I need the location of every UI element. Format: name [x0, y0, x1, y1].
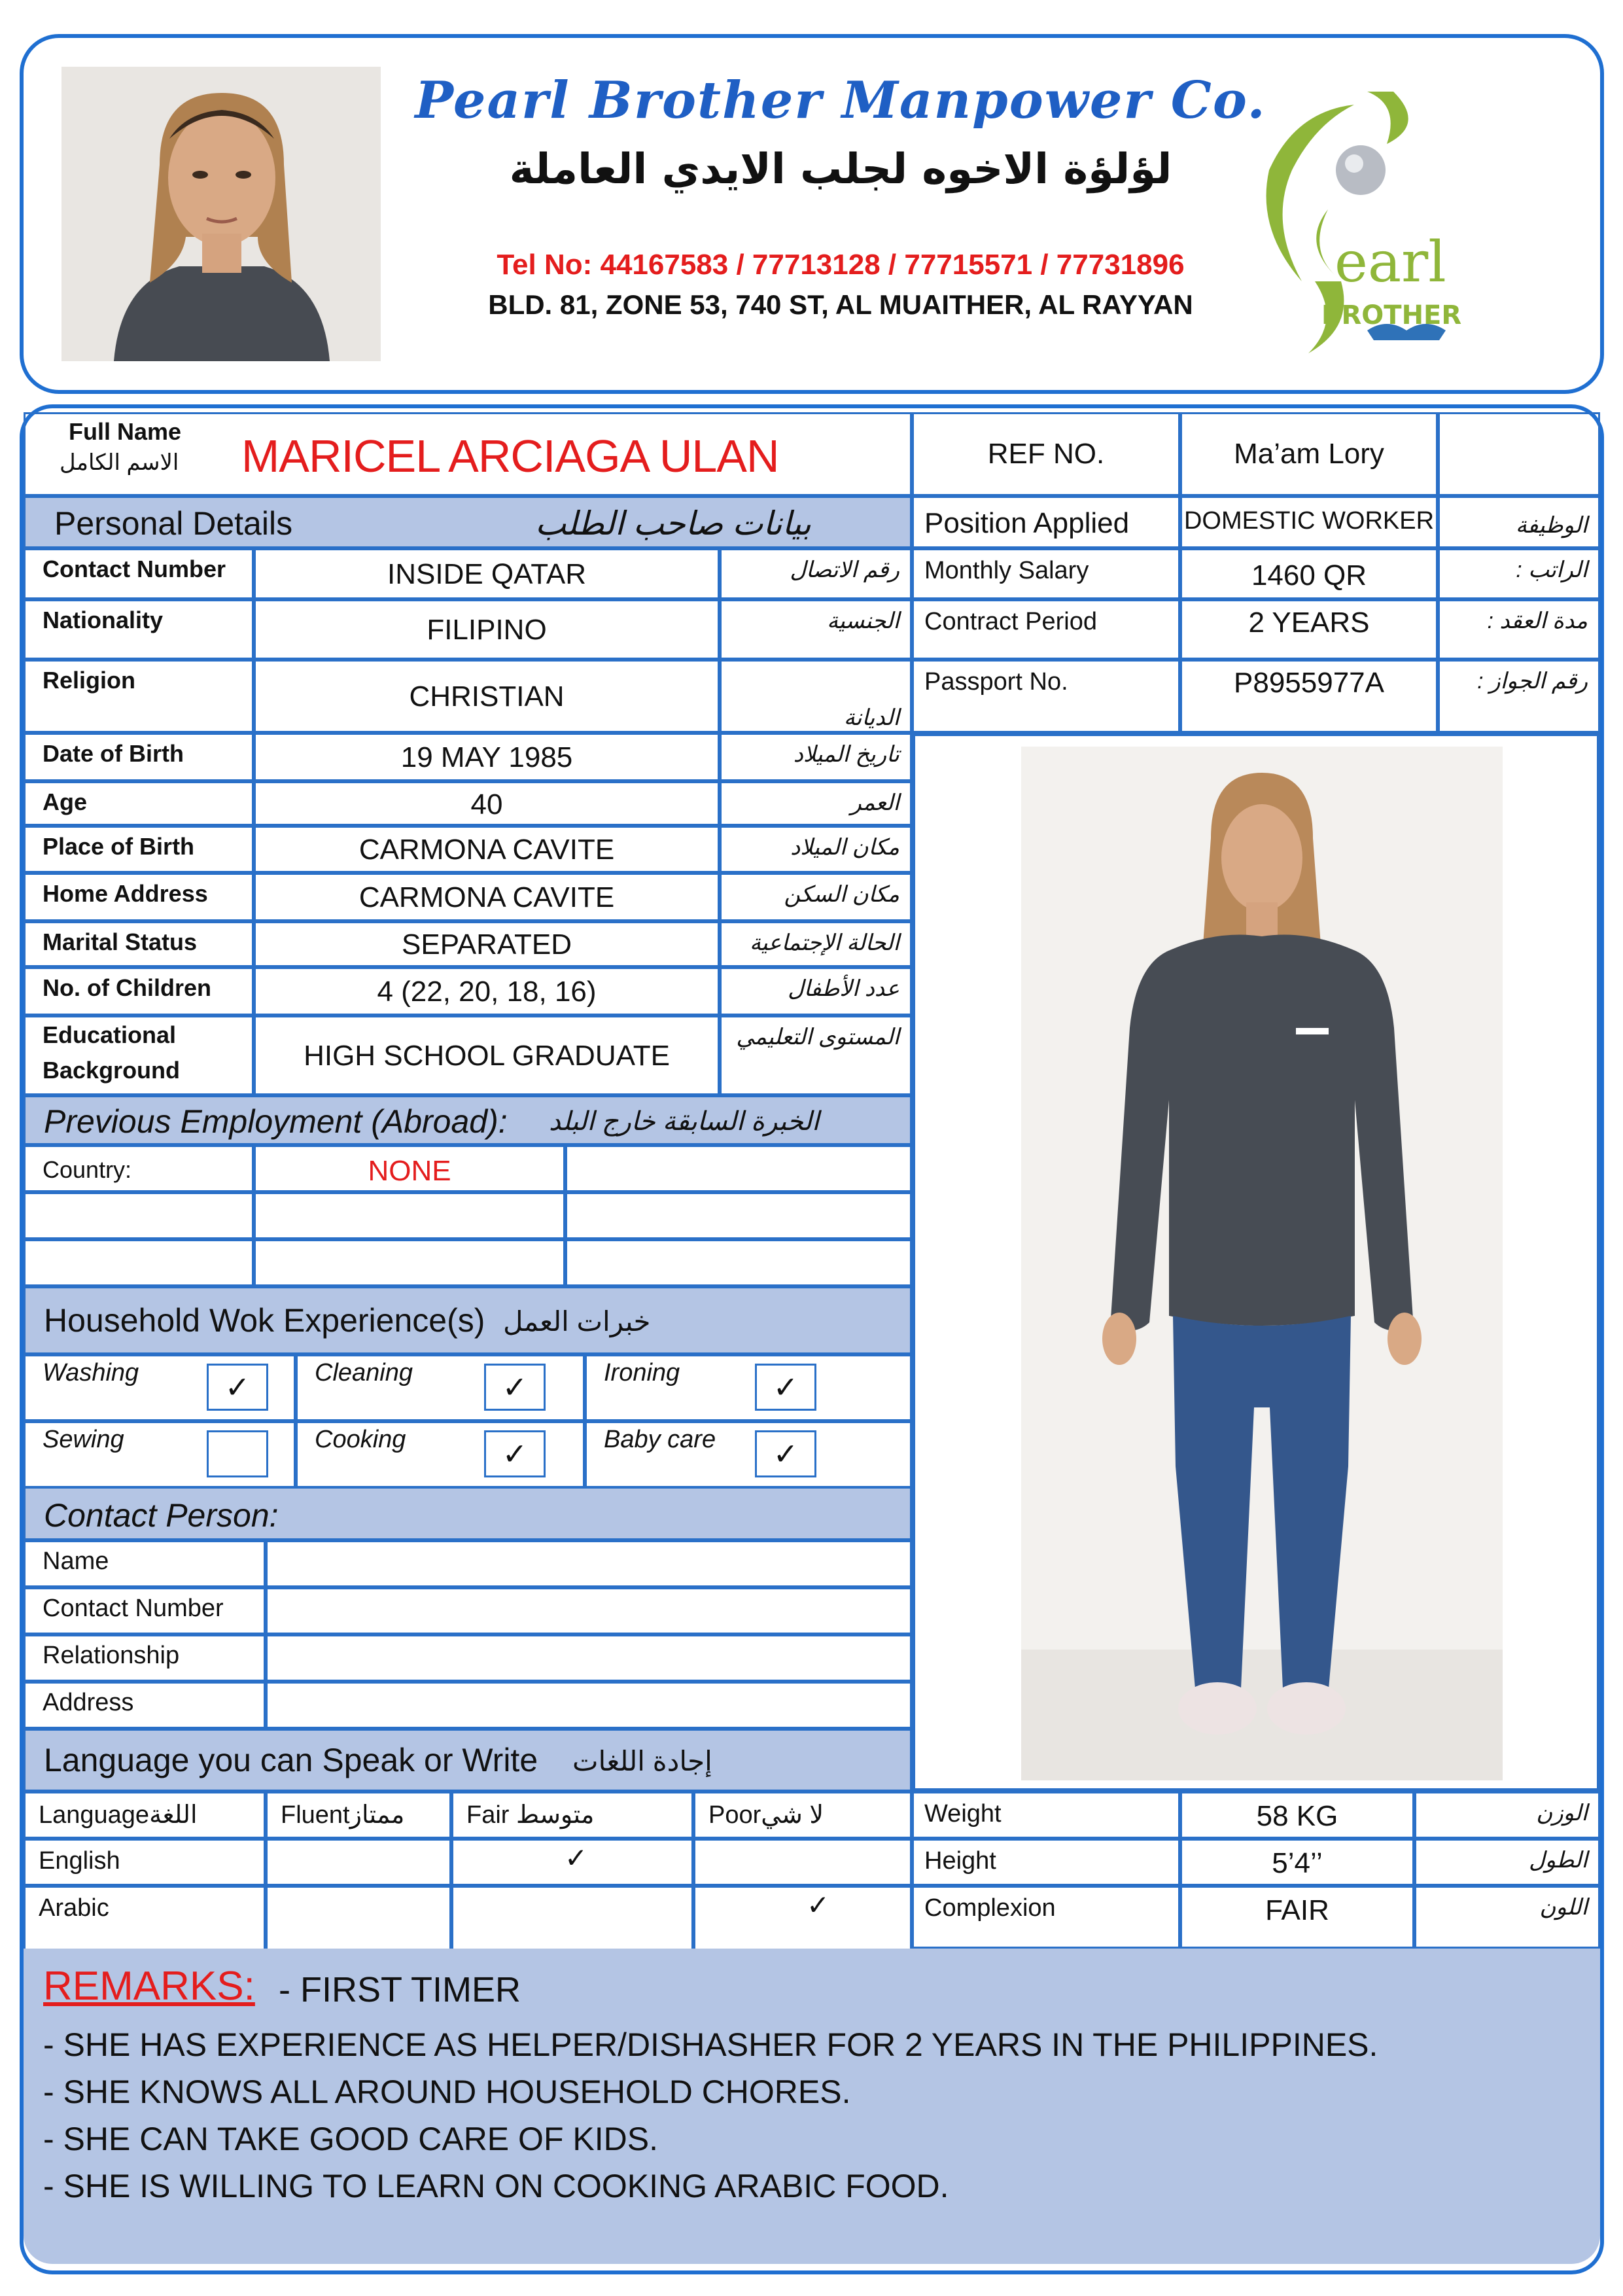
language-title: Language you can Speak or Write	[44, 1742, 538, 1778]
detail-label-cell	[24, 826, 254, 873]
company-name: Pearl Brother Manpower Co.	[415, 71, 1266, 130]
employment-country-value-cell	[254, 1145, 565, 1192]
detail-label: Background	[43, 1057, 181, 1084]
physical-label: Complexion	[924, 1894, 1056, 1922]
passport-value-cell	[1180, 660, 1438, 733]
language-column-header: Languageاللغة	[39, 1801, 198, 1829]
detail-arabic-label: العمر	[850, 790, 899, 815]
logo-text-brother: BROTHER	[1321, 300, 1462, 330]
contact-field-label: Relationship	[43, 1642, 180, 1669]
detail-label: No. of Children	[43, 974, 211, 1001]
remark-line: - SHE HAS EXPERIENCE AS HELPER/DISHASHER FOR 2 YEARS IN THE PHILIPPINES.	[43, 2026, 1378, 2063]
detail-value-cell	[254, 733, 720, 781]
detail-value-cell	[254, 781, 720, 826]
employment-country-label: Country:	[43, 1156, 132, 1183]
employment-blank	[24, 1192, 254, 1239]
detail-value: HIGH SCHOOL GRADUATE	[304, 1040, 670, 1072]
detail-arabic-label: الجنسية	[827, 609, 899, 633]
position-applied-label: Position Applied	[924, 507, 1130, 539]
contact-field-label-cell	[24, 1540, 266, 1587]
physical-arabic-label: اللون	[1539, 1895, 1588, 1920]
salary-value-cell	[1180, 548, 1438, 599]
contact-field-label: Name	[43, 1547, 109, 1575]
passport-value: P8955977A	[1234, 667, 1384, 699]
detail-label-cell	[24, 660, 254, 733]
detail-label-cell	[24, 548, 254, 599]
detail-label-cell	[24, 733, 254, 781]
passport-arabic: رقم الجواز :	[1477, 669, 1588, 694]
detail-value-cell	[254, 873, 720, 921]
passport-label: Passport No.	[924, 668, 1068, 696]
remark-line: - SHE CAN TAKE GOOD CARE OF KIDS.	[43, 2121, 658, 2157]
detail-label: Age	[43, 788, 88, 815]
passport-label-cell	[912, 660, 1180, 733]
full-name-cell	[24, 412, 912, 496]
household-experience-header	[24, 1286, 912, 1354]
contact-field-value[interactable]	[266, 1587, 912, 1634]
detail-arabic-cell	[720, 660, 912, 733]
ref-value-cell	[1180, 412, 1438, 496]
contact-field-label-cell	[24, 1682, 266, 1729]
remark-line: - SHE KNOWS ALL AROUND HOUSEHOLD CHORES.	[43, 2074, 851, 2110]
language-header-cell	[693, 1792, 912, 1839]
detail-arabic-cell	[720, 921, 912, 967]
detail-value-cell	[254, 599, 720, 660]
detail-label: Contact Number	[43, 556, 226, 582]
detail-label-cell	[24, 921, 254, 967]
detail-value-cell	[254, 826, 720, 873]
portrait-photo	[61, 67, 381, 361]
contract-arabic: مدة العقد :	[1487, 609, 1588, 633]
employment-blank	[254, 1192, 565, 1239]
position-applied-label-cell	[912, 496, 1180, 548]
contract-arabic-cell	[1438, 599, 1600, 660]
detail-value-cell	[254, 921, 720, 967]
language-header-cell	[451, 1792, 693, 1839]
detail-value-cell	[254, 548, 720, 599]
language-cell	[693, 1886, 912, 1954]
detail-arabic-label: رقم الاتصال	[790, 557, 899, 582]
detail-value: FILIPINO	[427, 614, 547, 646]
physical-arabic-cell	[1414, 1886, 1600, 1949]
detail-arabic-cell	[720, 873, 912, 921]
skill-name: Ironing	[604, 1359, 680, 1386]
detail-arabic-label: مكان الميلاد	[790, 835, 899, 860]
physical-value-cell	[1180, 1839, 1414, 1886]
language-cell	[24, 1886, 266, 1954]
language-column-header: Poorلا شي	[708, 1801, 824, 1829]
detail-arabic-label: الحالة الإجتماعية	[749, 930, 899, 955]
detail-arabic-cell	[720, 967, 912, 1016]
physical-arabic-cell	[1414, 1839, 1600, 1886]
salary-label-cell	[912, 548, 1180, 599]
detail-arabic-label: الديانة	[843, 705, 899, 730]
contract-label-cell	[912, 599, 1180, 660]
detail-value: INSIDE QATAR	[387, 558, 586, 590]
household-experience-title-arabic: خبرات العمل	[503, 1306, 651, 1337]
language-header-cell	[24, 1792, 266, 1839]
remarks-title: REMARKS:	[43, 1964, 255, 2009]
language-cell	[693, 1839, 912, 1886]
detail-arabic-label: المستوى التعليمي	[736, 1025, 899, 1050]
company-name-arabic: لؤلؤة الاخوه لجلب الايدي العاملة	[509, 145, 1172, 194]
contact-field-value[interactable]	[266, 1634, 912, 1682]
detail-arabic-label: مكان السكن	[784, 882, 899, 907]
language-column-header: Fair متوسط	[466, 1801, 595, 1829]
company-address: BLD. 81, ZONE 53, 740 ST, AL MUAITHER, AL RAYYAN	[488, 289, 1193, 320]
language-cell	[451, 1886, 693, 1954]
salary-arabic: الراتب :	[1516, 557, 1588, 582]
position-applied-arabic: الوظيفة	[1515, 513, 1588, 538]
contract-label: Contract Period	[924, 608, 1098, 635]
detail-label: Date of Birth	[43, 740, 184, 767]
full-body-photo-frame	[912, 733, 1600, 1792]
language-level-check: ✓	[565, 1843, 588, 1873]
position-applied-arabic-cell	[1438, 496, 1600, 548]
skill-checkbox[interactable]	[207, 1430, 268, 1477]
employment-blank	[24, 1239, 254, 1286]
skill-checkbox[interactable]: ✓	[755, 1364, 816, 1411]
detail-label: Religion	[43, 667, 135, 694]
detail-value: CARMONA CAVITE	[358, 881, 615, 913]
language-header-cell	[266, 1792, 451, 1839]
full-name-label-arabic: الاسم الكامل	[60, 450, 179, 475]
position-applied-value: DOMESTIC WORKER	[1183, 507, 1435, 535]
detail-value-cell	[254, 660, 720, 733]
skill-name: Baby care	[604, 1426, 716, 1453]
detail-label-cell	[24, 1016, 254, 1095]
detail-arabic-cell	[720, 548, 912, 599]
physical-value-cell	[1180, 1886, 1414, 1949]
detail-label: Nationality	[43, 607, 164, 633]
language-cell	[24, 1839, 266, 1886]
employment-country-label-cell	[24, 1145, 254, 1192]
language-column-header: Fluentممتاز	[281, 1801, 405, 1829]
employment-blank	[565, 1192, 912, 1239]
ref-label: REF NO.	[987, 438, 1105, 470]
detail-arabic-label: عدد الأطفال	[788, 976, 899, 1001]
detail-arabic-cell	[720, 826, 912, 873]
contract-value-cell	[1180, 599, 1438, 660]
detail-label-cell	[24, 967, 254, 1016]
detail-arabic-cell	[720, 599, 912, 660]
salary-arabic-cell	[1438, 548, 1600, 599]
detail-label: Place of Birth	[43, 833, 195, 860]
ref-label-cell	[912, 412, 1180, 496]
skill-name: Sewing	[43, 1426, 124, 1453]
skill-checkbox[interactable]: ✓	[484, 1430, 546, 1477]
skill-cell	[585, 1354, 912, 1421]
detail-label: Marital Status	[43, 928, 198, 955]
logo-text-pearl: earl	[1335, 230, 1446, 295]
contact-person-header	[24, 1487, 912, 1540]
detail-arabic-cell	[720, 781, 912, 826]
employment-blank	[565, 1239, 912, 1286]
physical-label: Weight	[924, 1800, 1002, 1828]
household-experience-title: Household Wok Experience(s)	[44, 1302, 485, 1339]
physical-value: 58 KG	[1256, 1800, 1338, 1832]
physical-label-cell	[912, 1839, 1180, 1886]
previous-employment-title-arabic: الخبرة السابقة خارج البلد	[549, 1107, 820, 1136]
physical-arabic-cell	[1414, 1792, 1600, 1839]
detail-arabic-label: تاريخ الميلاد	[793, 742, 899, 767]
language-level-check: ✓	[807, 1890, 830, 1920]
employment-blank	[565, 1145, 912, 1192]
personal-details-header	[24, 496, 912, 548]
employment-blank	[254, 1239, 565, 1286]
detail-label-cell	[24, 781, 254, 826]
physical-value: FAIR	[1265, 1894, 1329, 1926]
passport-arabic-cell	[1438, 660, 1600, 733]
language-cell	[451, 1839, 693, 1886]
detail-arabic-cell	[720, 1016, 912, 1095]
salary-label: Monthly Salary	[924, 557, 1089, 584]
contact-field-label-cell	[24, 1634, 266, 1682]
detail-value: CHRISTIAN	[409, 680, 565, 713]
language-cell	[266, 1839, 451, 1886]
skill-checkbox[interactable]: ✓	[207, 1364, 268, 1411]
detail-value-cell	[254, 1016, 720, 1095]
remarks-section	[24, 1949, 1600, 2264]
full-name-label: Full Name	[69, 418, 182, 445]
company-logo	[1230, 65, 1531, 360]
skill-name: Washing	[43, 1359, 139, 1386]
detail-arabic-cell	[720, 733, 912, 781]
detail-value: 4 (22, 20, 18, 16)	[377, 976, 597, 1008]
previous-employment-header	[24, 1095, 912, 1145]
contact-field-label: Address	[43, 1689, 134, 1716]
language-header	[24, 1729, 912, 1792]
skill-cell	[585, 1421, 912, 1488]
ref-value: Ma’am Lory	[1234, 438, 1384, 470]
language-name: English	[39, 1847, 120, 1875]
remark-line: - SHE IS WILLING TO LEARN ON COOKING ARABIC FOOD.	[43, 2168, 949, 2204]
physical-value: 5’4’’	[1272, 1847, 1323, 1879]
detail-value: SEPARATED	[402, 928, 572, 961]
contact-field-value[interactable]	[266, 1682, 912, 1729]
detail-value: 19 MAY 1985	[400, 741, 573, 773]
detail-label-cell	[24, 599, 254, 660]
contact-person-title: Contact Person:	[44, 1497, 279, 1534]
personal-details-title: Personal Details	[54, 505, 293, 542]
language-cell	[266, 1886, 451, 1954]
position-applied-value-cell	[1180, 496, 1438, 548]
full-body-photo	[1021, 747, 1503, 1780]
remarks-first-timer: - FIRST TIMER	[279, 1970, 521, 2009]
physical-value-cell	[1180, 1792, 1414, 1839]
employment-country-value: NONE	[368, 1155, 451, 1187]
language-name: Arabic	[39, 1894, 109, 1922]
skill-name: Cleaning	[315, 1359, 413, 1386]
detail-label: Home Address	[43, 880, 208, 907]
physical-label: Height	[924, 1847, 996, 1875]
skill-checkbox[interactable]: ✓	[755, 1430, 816, 1477]
applicant-name: MARICEL ARCIAGA ULAN	[241, 431, 779, 482]
detail-value: CARMONA CAVITE	[358, 834, 615, 866]
physical-label-cell	[912, 1886, 1180, 1949]
skill-checkbox[interactable]: ✓	[484, 1364, 546, 1411]
salary-value: 1460 QR	[1251, 559, 1367, 592]
detail-value: 40	[470, 788, 503, 821]
contract-value: 2 YEARS	[1248, 607, 1370, 639]
detail-label-cell	[24, 873, 254, 921]
skill-name: Cooking	[315, 1426, 406, 1453]
contact-field-label: Contact Number	[43, 1595, 224, 1622]
personal-details-title-arabic: بيانات صاحب الطلب	[535, 505, 811, 542]
ref-blank-cell	[1438, 412, 1600, 496]
physical-arabic-label: الوزن	[1536, 1801, 1588, 1826]
telephone-numbers: Tel No: 44167583 / 77713128 / 77715571 / 77731896	[497, 249, 1185, 281]
detail-label: Educational	[43, 1021, 177, 1048]
physical-arabic-label: الطول	[1529, 1848, 1588, 1873]
contact-field-label-cell	[24, 1587, 266, 1634]
detail-value-cell	[254, 967, 720, 1016]
physical-label-cell	[912, 1792, 1180, 1839]
language-title-arabic: إجادة اللغات	[572, 1746, 712, 1776]
contact-field-value[interactable]	[266, 1540, 912, 1587]
previous-employment-title: Previous Employment (Abroad):	[44, 1103, 508, 1140]
